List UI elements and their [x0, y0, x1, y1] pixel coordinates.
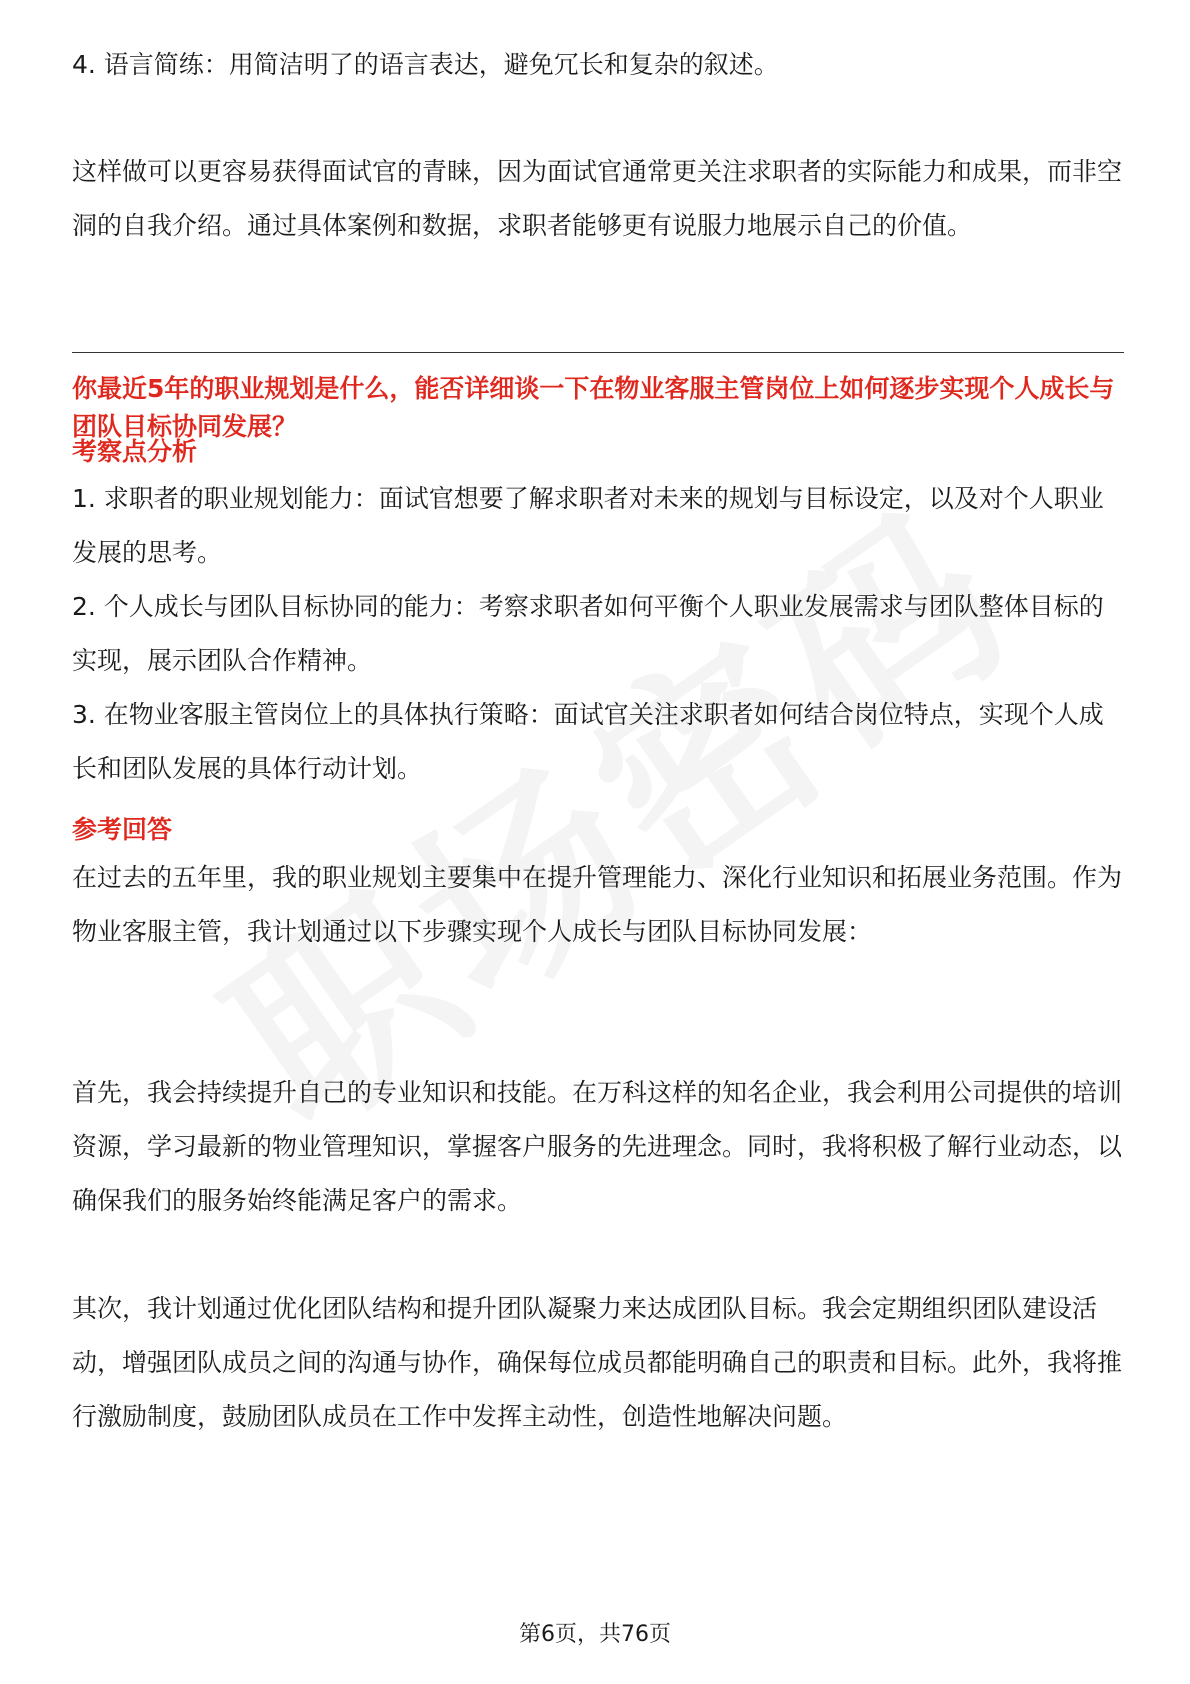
- analysis-item-1: 1. 求职者的职业规划能力：面试官想要了解求职者对未来的规划与目标设定，以及对个人职业发展的思考。: [72, 484, 1104, 567]
- intro-summary: 这样做可以更容易获得面试官的青睐，因为面试官通常更关注求职者的实际能力和成果，而非空洞的自我介绍。通过具体案例和数据，求职者能够更有说服力地展示自己的价值。: [72, 157, 1123, 240]
- answer-paragraph-2: 首先，我会持续提升自己的专业知识和技能。在万科这样的知名企业，我会利用公司提供的培训资源，学习最新的物业管理知识，掌握客户服务的先进理念。同时，我将积极了解行业动态，以确保我们的服务始终能满足客户的需求。: [72, 1078, 1123, 1215]
- answer-heading: 参考回答: [72, 815, 173, 844]
- answer-paragraph-1: 在过去的五年里，我的职业规划主要集中在提升管理能力、深化行业知识和拓展业务范围。作为物业客服主管，我计划通过以下步骤实现个人成长与团队目标协同发展：: [72, 863, 1123, 946]
- analysis-item-3: 3. 在物业客服主管岗位上的具体执行策略：面试官关注求职者如何结合岗位特点，实现个人成长和团队发展的具体行动计划。: [72, 700, 1104, 783]
- analysis-heading: 考察点分析: [72, 437, 198, 466]
- analysis-item-2: 2. 个人成长与团队目标协同的能力：考察求职者如何平衡个人职业发展需求与团队整体目标的实现，展示团队合作精神。: [72, 592, 1104, 675]
- intro-point-4: 4. 语言简练：用简洁明了的语言表达，避免冗长和复杂的叙述。: [72, 50, 779, 79]
- page-number: 第6页，共76页: [519, 1622, 671, 1647]
- answer-paragraph-3: 其次，我计划通过优化团队结构和提升团队凝聚力来达成团队目标。我会定期组织团队建设活动，增强团队成员之间的沟通与协作，确保每位成员都能明确自己的职责和目标。此外，我将推行激励制度，鼓励团队成员在工作中发挥主动性，创造性地解决问题。: [72, 1294, 1123, 1431]
- section-divider: [72, 352, 1124, 353]
- question-title: 你最近5年的职业规划是什么，能否详细谈一下在物业客服主管岗位上如何逐步实现个人成长与团队目标协同发展？: [72, 374, 1115, 441]
